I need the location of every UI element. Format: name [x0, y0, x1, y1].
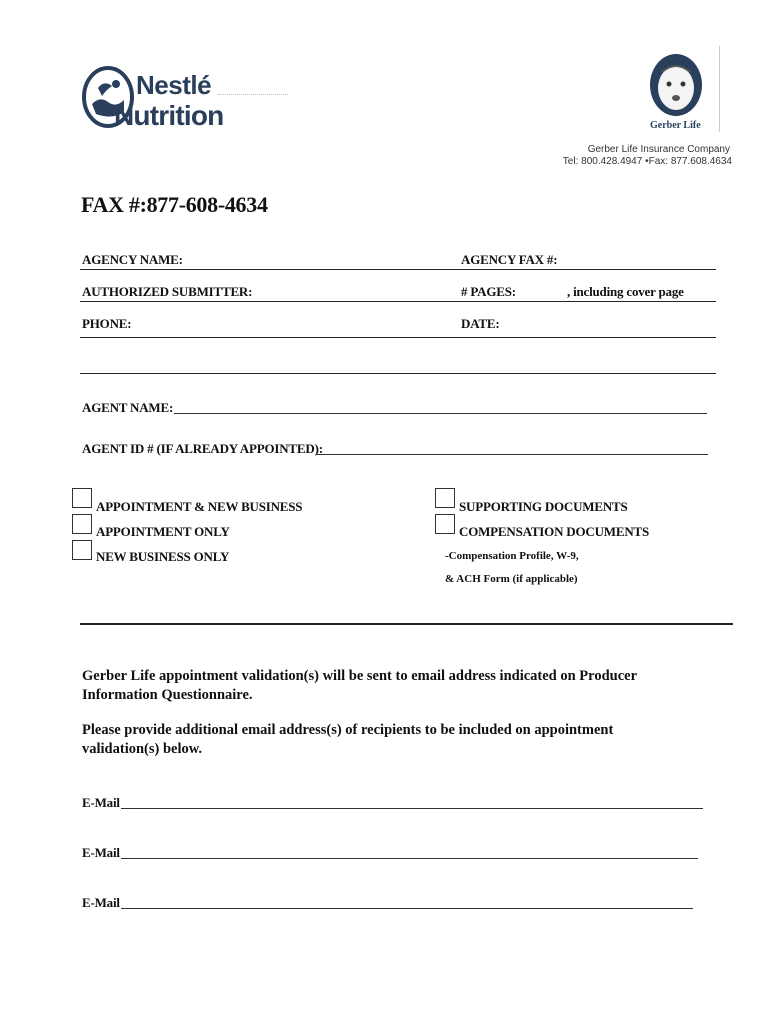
checkbox-supporting-documents[interactable] [435, 488, 455, 508]
gerber-life-logo [644, 52, 710, 134]
row1-underline[interactable] [80, 269, 716, 270]
row2-underline[interactable] [80, 301, 716, 302]
logo-nutrition-text: Nutrition [114, 100, 224, 131]
checkbox-appointment-only[interactable] [72, 514, 92, 534]
blank-row-underline[interactable] [80, 373, 716, 374]
email-field-3[interactable] [121, 908, 693, 909]
compensation-note-line2: & ACH Form (if applicable) [445, 573, 578, 585]
gerber-company-name: Gerber Life Insurance Company [587, 144, 730, 155]
logo-dotted-line [218, 94, 288, 95]
fax-number-title: FAX #:877-608-4634 [81, 192, 268, 217]
checkbox-new-business-only[interactable] [72, 540, 92, 560]
agent-id-field[interactable] [316, 454, 708, 455]
section-divider [80, 623, 733, 625]
checkbox-label-compensation-documents: COMPENSATION DOCUMENTS [459, 524, 650, 539]
agency-name-label: AGENCY NAME: [82, 252, 183, 267]
agent-name-label: AGENT NAME: [82, 400, 174, 415]
checkbox-compensation-documents[interactable] [435, 514, 455, 534]
agent-id-label: AGENT ID # (IF ALREADY APPOINTED): [82, 441, 323, 456]
email-label-2: E-Mail [82, 845, 120, 860]
checkbox-label-new-business-only: NEW BUSINESS ONLY [96, 549, 230, 564]
validation-paragraph: Gerber Life appointment validation(s) will be sent to email address indicated on Producer Information Questionnaire. [82, 668, 637, 703]
gerber-vertical-rule [719, 46, 720, 132]
gerber-contact-info: Tel: 800.428.4947 •Fax: 877.608.4634 [562, 156, 732, 167]
checkbox-label-appointment-new-business: APPOINTMENT & NEW BUSINESS [96, 499, 303, 514]
phone-label: PHONE: [82, 316, 132, 331]
agent-name-field[interactable] [174, 413, 707, 414]
date-label: DATE: [461, 316, 500, 331]
email-label-3: E-Mail [82, 895, 120, 910]
email-field-1[interactable] [121, 808, 703, 809]
gerber-baby-icon [648, 52, 704, 118]
gerber-brand-text: Gerber Life [650, 120, 701, 131]
logo-nestle-text: Nestlé [136, 70, 212, 100]
checkbox-appointment-new-business[interactable] [72, 488, 92, 508]
email-field-2[interactable] [121, 858, 698, 859]
compensation-note-line1: -Compensation Profile, W-9, [445, 550, 579, 562]
authorized-submitter-label: AUTHORIZED SUBMITTER: [82, 284, 253, 299]
nestle-nutrition-logo [82, 64, 292, 134]
email-label-1: E-Mail [82, 795, 120, 810]
pages-suffix-label: , including cover page [567, 284, 684, 299]
additional-email-paragraph: Please provide additional email address(s) of recipients to be included on appointment validation(s) below. [82, 722, 614, 757]
agency-fax-label: AGENCY FAX #: [461, 252, 558, 267]
row3-underline[interactable] [80, 337, 716, 338]
pages-label: # PAGES: [461, 284, 516, 299]
checkbox-label-supporting-documents: SUPPORTING DOCUMENTS [459, 499, 628, 514]
checkbox-label-appointment-only: APPOINTMENT ONLY [96, 524, 230, 539]
